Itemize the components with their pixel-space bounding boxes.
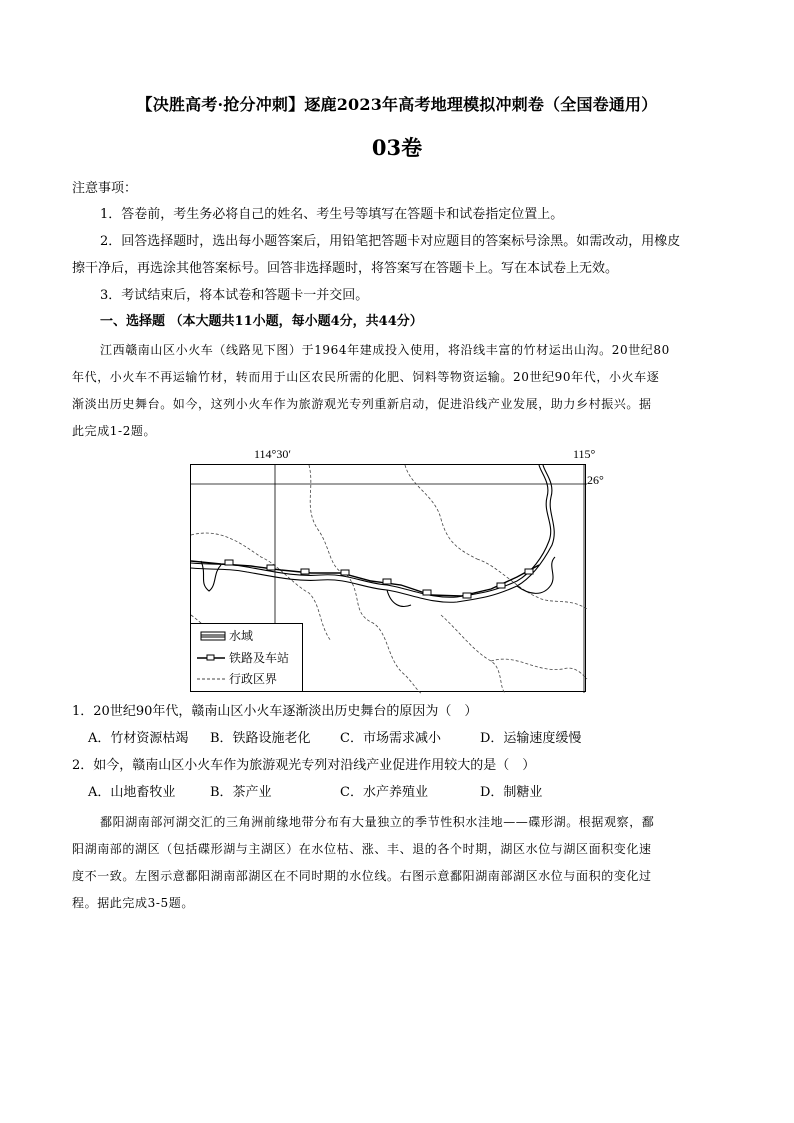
notice-item-2: 2．回答选择题时，选出每小题答案后，用铅笔把答题卡对应题目的答案标号涂黑。如需改动，用橡皮 — [100, 234, 681, 249]
exam-subtitle: 03卷 — [371, 135, 423, 160]
notice-heading: 注意事项： — [72, 181, 138, 196]
passage2-line-1: 鄱阳湖南部河湖交汇的三角洲前缘地带分布有大量独立的季节性积水洼地——碟形湖。根据观察，鄱 — [100, 815, 655, 829]
q1-option-d[interactable]: D．运输速度缓慢 — [480, 731, 582, 746]
passage1-line-4: 此完成1-2题。 — [72, 424, 157, 438]
passage1-line-1: 江西赣南山区小火车（线路见下图）于1964年建成投入使用，将沿线丰富的竹材运出山沟。20世纪80 — [100, 343, 670, 357]
water-symbol — [201, 632, 225, 640]
map-lon-right: 115° — [573, 447, 596, 461]
map-legend — [191, 623, 303, 691]
exam-title: 【决胜高考·抢分冲刺】逐鹿2023年高考地理模拟冲刺卷（全国卷通用） — [136, 95, 658, 114]
section-heading: 一、选择题 （本大题共11小题，每小题4分，共44分） — [100, 314, 423, 329]
question-2-options — [88, 783, 542, 803]
q2-option-c[interactable]: C．水产养殖业 — [340, 785, 428, 800]
railway-symbol — [197, 655, 225, 660]
q2-option-a[interactable]: A．山地畜牧业 — [88, 785, 176, 800]
q1-option-b[interactable]: B．铁路设施老化 — [210, 731, 311, 746]
passage2-line-3: 度不一致。左图示意鄱阳湖南部湖区在不同时期的水位线。右图示意鄱阳湖南部湖区水位与面积的变化过 — [72, 869, 652, 883]
passage2-line-4: 程。据此完成3-5题。 — [72, 896, 194, 910]
notice-item-3: 3．考试结束后，将本试卷和答题卡一并交回。 — [100, 288, 369, 303]
q1-option-a[interactable]: A．竹材资源枯竭 — [88, 731, 189, 746]
railway-map — [190, 464, 604, 692]
railway-stations — [225, 560, 533, 598]
q2-option-b[interactable]: B．茶产业 — [210, 785, 272, 800]
map-lon-left: 114°30′ — [254, 447, 291, 461]
question-2-stem: 2．如今，赣南山区小火车作为旅游观光专列对沿线产业促进作用较大的是（ ） — [72, 758, 536, 773]
q2-option-d[interactable]: D．制糖业 — [480, 785, 543, 800]
legend-water: 水域 — [229, 629, 254, 643]
legend-railway: 铁路及车站 — [229, 651, 290, 665]
notice-item-2-cont: 擦干净后，再选涂其他答案标号。回答非选择题时，将答案写在答题卡上。写在本试卷上无效。 — [72, 261, 619, 276]
passage1-line-2: 年代，小火车不再运输竹材，转而用于山区农民所需的化肥、饲料等物资运输。20世纪90年代，小火车逐 — [72, 370, 660, 384]
q1-option-c[interactable]: C．市场需求减小 — [340, 731, 441, 746]
passage2-line-2: 阳湖南部的湖区（包括碟形湖与主湖区）在水位枯、涨、丰、退的各个时期，湖区水位与湖区面积变化速 — [72, 842, 652, 856]
map-lat-label: 26° — [587, 473, 604, 487]
notice-item-1: 1．答卷前，考生务必将自己的姓名、考生号等填写在答题卡和试卷指定位置上。 — [100, 207, 564, 222]
passage1-line-3: 渐淡出历史舞台。如今，这列小火车作为旅游观光专列重新启动，促进沿线产业发展，助力乡村振兴。据 — [72, 397, 652, 411]
question-1-stem: 1．20世纪90年代，赣南山区小火车逐渐淡出历史舞台的原因为（ ） — [72, 704, 478, 719]
question-1-options — [88, 729, 581, 749]
legend-boundary: 行政区界 — [229, 672, 278, 686]
